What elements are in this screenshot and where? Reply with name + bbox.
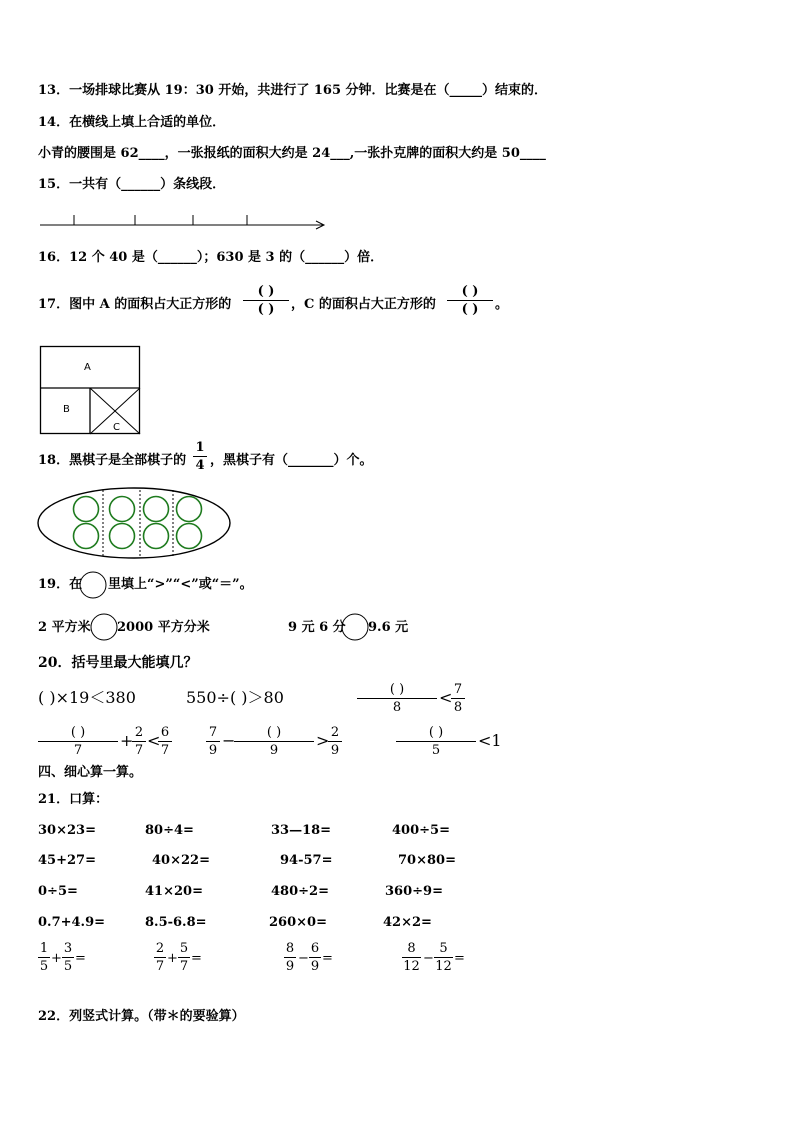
question-17-text-a: 17．图中 A 的面积占大正方形的	[38, 297, 232, 312]
oral-item: 42×2=	[383, 915, 432, 930]
fraction-numerator: 1	[195, 440, 205, 455]
oral-item: 80÷4=	[145, 823, 194, 838]
question-14-line: 小青的腰围是 62____，一张报纸的面积大约是 24___,一张扑克牌的面积大约是 50____	[38, 146, 546, 161]
question-19-text-a: 19．在	[38, 577, 83, 592]
compare-1-left: 2 平方米	[38, 620, 91, 635]
oral-fraction: 3 5	[63, 941, 73, 974]
fraction-blank: ( )	[257, 284, 275, 299]
section-4-heading: 四、细心算一算。	[38, 765, 143, 780]
question-17-fraction-2	[447, 284, 493, 317]
fraction-denominator: 7	[160, 743, 170, 758]
fraction-denominator: 7	[134, 743, 144, 758]
question-17-fraction-1	[243, 284, 289, 317]
expr-5-fraction-2	[234, 725, 314, 758]
minus-sign: −	[298, 951, 309, 966]
fraction-denominator: 9	[330, 743, 340, 758]
expr-4-fraction-3	[158, 725, 172, 758]
question-14: 14．在横线上填上合适的单位．	[38, 115, 226, 130]
expr-5-fraction-1	[206, 725, 220, 758]
answer-circle	[79, 571, 107, 599]
answer-circle	[341, 613, 369, 641]
greater-than-sign: >	[316, 731, 330, 750]
question-21: 21．口算：	[38, 792, 109, 807]
oral-fraction: 6 9	[310, 941, 320, 974]
oral-item: 400÷5=	[392, 823, 450, 838]
expr-5-fraction-3	[328, 725, 342, 758]
question-17-text-c: 。	[495, 297, 509, 312]
oral-item: 0.7+4.9=	[38, 915, 106, 930]
equals-sign: =	[191, 951, 202, 966]
oral-item: 94-57=	[280, 853, 333, 868]
oral-item: 480÷2=	[271, 884, 329, 899]
less-than-sign: <	[147, 731, 161, 750]
question-16: 16．12 个 40 是（______）；630 是 3 的（______）倍．	[38, 250, 384, 265]
fraction-numerator: 2	[330, 725, 340, 740]
oral-item: 41×20=	[145, 884, 203, 899]
fraction-denominator: 8	[453, 700, 463, 715]
oral-item: 40×22=	[152, 853, 210, 868]
region-b-label: B	[63, 404, 70, 415]
fraction-denominator: 7	[73, 743, 83, 758]
fraction-blank: ( )	[257, 302, 275, 317]
fraction-numerator: 6	[160, 725, 170, 740]
fraction-denominator: 4	[195, 458, 205, 473]
expr-4-fraction	[38, 725, 118, 758]
minus-sign: −	[423, 951, 434, 966]
fraction-numerator: 7	[453, 682, 463, 697]
region-a-label: A	[84, 362, 91, 373]
answer-circle	[90, 613, 118, 641]
equals-sign: =	[75, 951, 86, 966]
expr-3-right-fraction	[451, 682, 465, 715]
fraction-denominator: 5	[431, 743, 441, 758]
fraction-numerator: 7	[208, 725, 218, 740]
question-18-fraction	[193, 440, 207, 473]
oral-fraction: 2 7	[155, 941, 165, 974]
question-19-text-b: 里填上“>”“<”或“＝”。	[108, 577, 253, 592]
oral-item: 0÷5=	[38, 884, 78, 899]
expr-4-fraction-2	[132, 725, 146, 758]
fraction-denominator: 9	[269, 743, 279, 758]
plus-sign: +	[120, 731, 134, 750]
expr-1: ( )×19＜380	[38, 688, 136, 707]
question-20-title: 20．括号里最大能填几？	[38, 655, 198, 671]
question-13: 13．一场排球比赛从 19：30 开始，共进行了 165 分钟．比赛是在（_____）结束的．	[38, 83, 548, 98]
equals-sign: =	[454, 951, 465, 966]
expr-6-fraction	[396, 725, 476, 758]
fraction-blank: ( )	[461, 284, 479, 299]
compare-2-right: 9.6 元	[368, 620, 409, 635]
question-22: 22．列竖式计算。（带＊的要验算）	[38, 1009, 245, 1024]
fraction-denominator: 9	[208, 743, 218, 758]
expr-6-rest: <1	[478, 731, 502, 750]
fraction-numerator: ( )	[428, 725, 444, 740]
oral-item: 70×80=	[398, 853, 456, 868]
fraction-numerator: ( )	[389, 682, 405, 697]
question-15: 15．一共有（______）条线段．	[38, 177, 226, 192]
oral-fraction: 1 5	[39, 941, 49, 974]
oral-item: 360÷9=	[385, 884, 443, 899]
expr-2: 550÷( )＞80	[186, 688, 284, 707]
oral-item: 8.5-6.8=	[145, 915, 207, 930]
oral-fraction: 5 12	[435, 941, 452, 974]
compare-2-left: 9 元 6 分	[288, 620, 346, 635]
less-than-sign: <	[439, 688, 453, 707]
oral-item: 33—18=	[271, 823, 332, 838]
plus-sign: +	[51, 951, 62, 966]
fraction-numerator: 2	[134, 725, 144, 740]
question-18-text-b: ，黑棋子有（_______）个。	[210, 453, 373, 468]
compare-1-right: 2000 平方分米	[117, 620, 210, 635]
oral-item: 45+27=	[38, 853, 96, 868]
oral-item: 30×23=	[38, 823, 96, 838]
question-17-text-b: ，C 的面积占大正方形的	[291, 297, 436, 312]
fraction-numerator: ( )	[70, 725, 86, 740]
oral-fraction: 5 7	[179, 941, 189, 974]
expr-3-fraction	[357, 682, 437, 715]
segment-line-figure	[40, 210, 330, 232]
fraction-blank: ( )	[461, 302, 479, 317]
region-c-label: C	[113, 422, 120, 433]
oral-fraction: 8 12	[403, 941, 420, 974]
fraction-denominator: 8	[392, 700, 402, 715]
oral-item: 260×0=	[269, 915, 327, 930]
oral-fraction: 8 9	[285, 941, 295, 974]
minus-sign: −	[222, 731, 236, 750]
equals-sign: =	[322, 951, 333, 966]
plus-sign: +	[167, 951, 178, 966]
question-18-text-a: 18．黑棋子是全部棋子的	[38, 453, 187, 468]
chess-pieces-figure	[37, 486, 235, 562]
fraction-numerator: ( )	[266, 725, 282, 740]
